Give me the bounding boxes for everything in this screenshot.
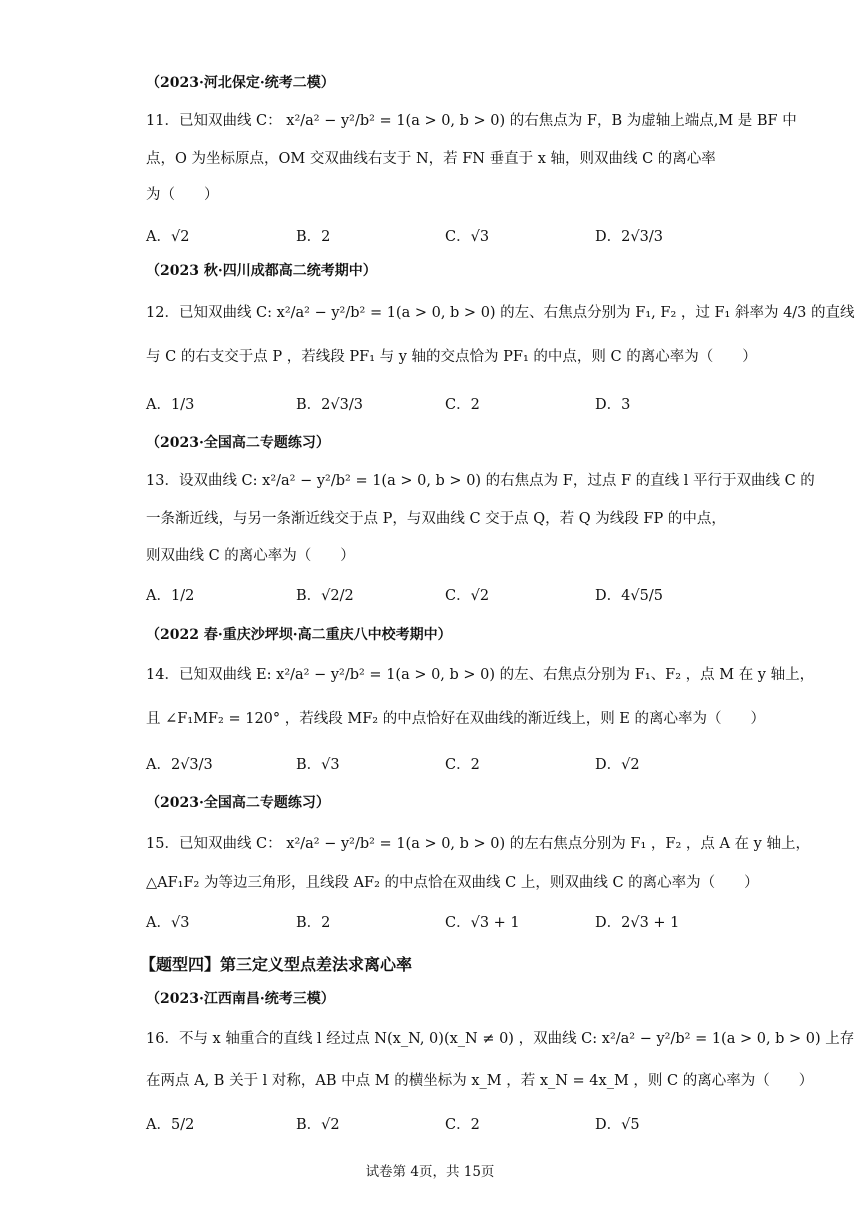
problem-14-option-d: D．√2 bbox=[595, 757, 640, 773]
problem-12-source: （2023 秋·四川成都高二统考期中） bbox=[146, 263, 377, 279]
problem-15-line-1: 15．已知双曲线 C： x²/a² − y²/b² = 1(a > 0, b > 0) 的左右焦点分别为 F₁ ，F₂ ，点 A 在 y 轴上， bbox=[146, 836, 810, 852]
problem-13-option-d: D．4√5/5 bbox=[595, 588, 663, 604]
problem-13-line-1: 13．设双曲线 C: x²/a² − y²/b² = 1(a > 0, b > 0) 的右焦点为 F，过点 F 的直线 l 平行于双曲线 C 的 bbox=[146, 473, 815, 489]
problem-16-source: （2023·江西南昌·统考三模） bbox=[146, 991, 335, 1007]
problem-12-option-b: B．2√3/3 bbox=[296, 397, 363, 413]
problem-16-option-c: C．2 bbox=[445, 1117, 480, 1133]
problem-14-line-1: 14．已知双曲线 E: x²/a² − y²/b² = 1(a > 0, b > 0) 的左、右焦点分别为 F₁、F₂ ，点 M 在 y 轴上， bbox=[146, 667, 815, 683]
problem-15-option-c: C．√3 + 1 bbox=[445, 915, 520, 931]
problem-13-option-a: A．1/2 bbox=[146, 588, 195, 604]
problem-14-line-2: 且 ∠F₁MF₂ = 120° ，若线段 MF₂ 的中点恰好在双曲线的渐近线上，则 E 的离心率为（ ） bbox=[146, 711, 765, 727]
page-footer: 试卷第 4页，共 15页 bbox=[365, 1164, 495, 1180]
section-title: 【题型四】第三定义型点差法求离心率 bbox=[140, 955, 413, 974]
problem-13-line-2: 一条渐近线，与另一条渐近线交于点 P，与双曲线 C 交于点 Q，若 Q 为线段 FP 的中点， bbox=[146, 511, 726, 527]
problem-13-source: （2023·全国高二专题练习） bbox=[146, 435, 330, 451]
problem-16-option-b: B．√2 bbox=[296, 1117, 340, 1133]
problem-12-option-d: D．3 bbox=[595, 397, 631, 413]
problem-12-line-1: 12．已知双曲线 C: x²/a² − y²/b² = 1(a > 0, b > 0) 的左、右焦点分别为 F₁, F₂ ，过 F₁ 斜率为 4/3 的直线 bbox=[146, 305, 855, 321]
problem-11-line-3: 为（ ） bbox=[146, 187, 219, 203]
problem-11-source: （2023·河北保定·统考二模） bbox=[146, 75, 335, 91]
problem-14-option-c: C．2 bbox=[445, 757, 480, 773]
problem-11-line-1: 11．已知双曲线 C： x²/a² − y²/b² = 1(a > 0, b > 0) 的右焦点为 F，B 为虚轴上端点,M 是 BF 中 bbox=[146, 113, 797, 129]
problem-12-option-a: A．1/3 bbox=[146, 397, 195, 413]
problem-15-option-d: D．2√3 + 1 bbox=[595, 915, 680, 931]
problem-16-option-d: D．√5 bbox=[595, 1117, 640, 1133]
problem-12-line-2: 与 C 的右支交于点 P ，若线段 PF₁ 与 y 轴的交点恰为 PF₁ 的中点，则 C 的离心率为（ ） bbox=[146, 349, 757, 365]
problem-16-line-2: 在两点 A, B 关于 l 对称，AB 中点 M 的横坐标为 x_M ，若 x_N = 4x_M ，则 C 的离心率为（ ） bbox=[146, 1073, 814, 1089]
problem-13-option-c: C．√2 bbox=[445, 588, 490, 604]
problem-15-line-2: △AF₁F₂ 为等边三角形，且线段 AF₂ 的中点恰在双曲线 C 上，则双曲线 C 的离心率为（ ） bbox=[146, 875, 759, 891]
problem-15-option-a: A．√3 bbox=[146, 915, 190, 931]
problem-16-line-1: 16．不与 x 轴重合的直线 l 经过点 N(x_N, 0)(x_N ≠ 0) ，双曲线 C: x²/a² − y²/b² = 1(a > 0, b > 0) 上存 bbox=[146, 1031, 855, 1047]
problem-15-option-b: B．2 bbox=[296, 915, 331, 931]
problem-13-line-3: 则双曲线 C 的离心率为（ ） bbox=[146, 548, 355, 564]
problem-12-option-c: C．2 bbox=[445, 397, 480, 413]
problem-11-option-b: B．2 bbox=[296, 229, 331, 245]
problem-14-source: （2022 春·重庆沙坪坝·高二重庆八中校考期中） bbox=[146, 627, 452, 643]
problem-15-source: （2023·全国高二专题练习） bbox=[146, 795, 330, 811]
problem-11-option-d: D．2√3/3 bbox=[595, 229, 663, 245]
problem-11-option-a: A．√2 bbox=[146, 229, 190, 245]
problem-13-option-b: B．√2/2 bbox=[296, 588, 354, 604]
problem-11-option-c: C．√3 bbox=[445, 229, 490, 245]
problem-14-option-b: B．√3 bbox=[296, 757, 340, 773]
problem-11-line-2: 点，O 为坐标原点，OM 交双曲线右支于 N，若 FN 垂直于 x 轴，则双曲线 C 的离心率 bbox=[146, 151, 716, 167]
problem-16-option-a: A．5/2 bbox=[146, 1117, 195, 1133]
problem-14-option-a: A．2√3/3 bbox=[146, 757, 213, 773]
